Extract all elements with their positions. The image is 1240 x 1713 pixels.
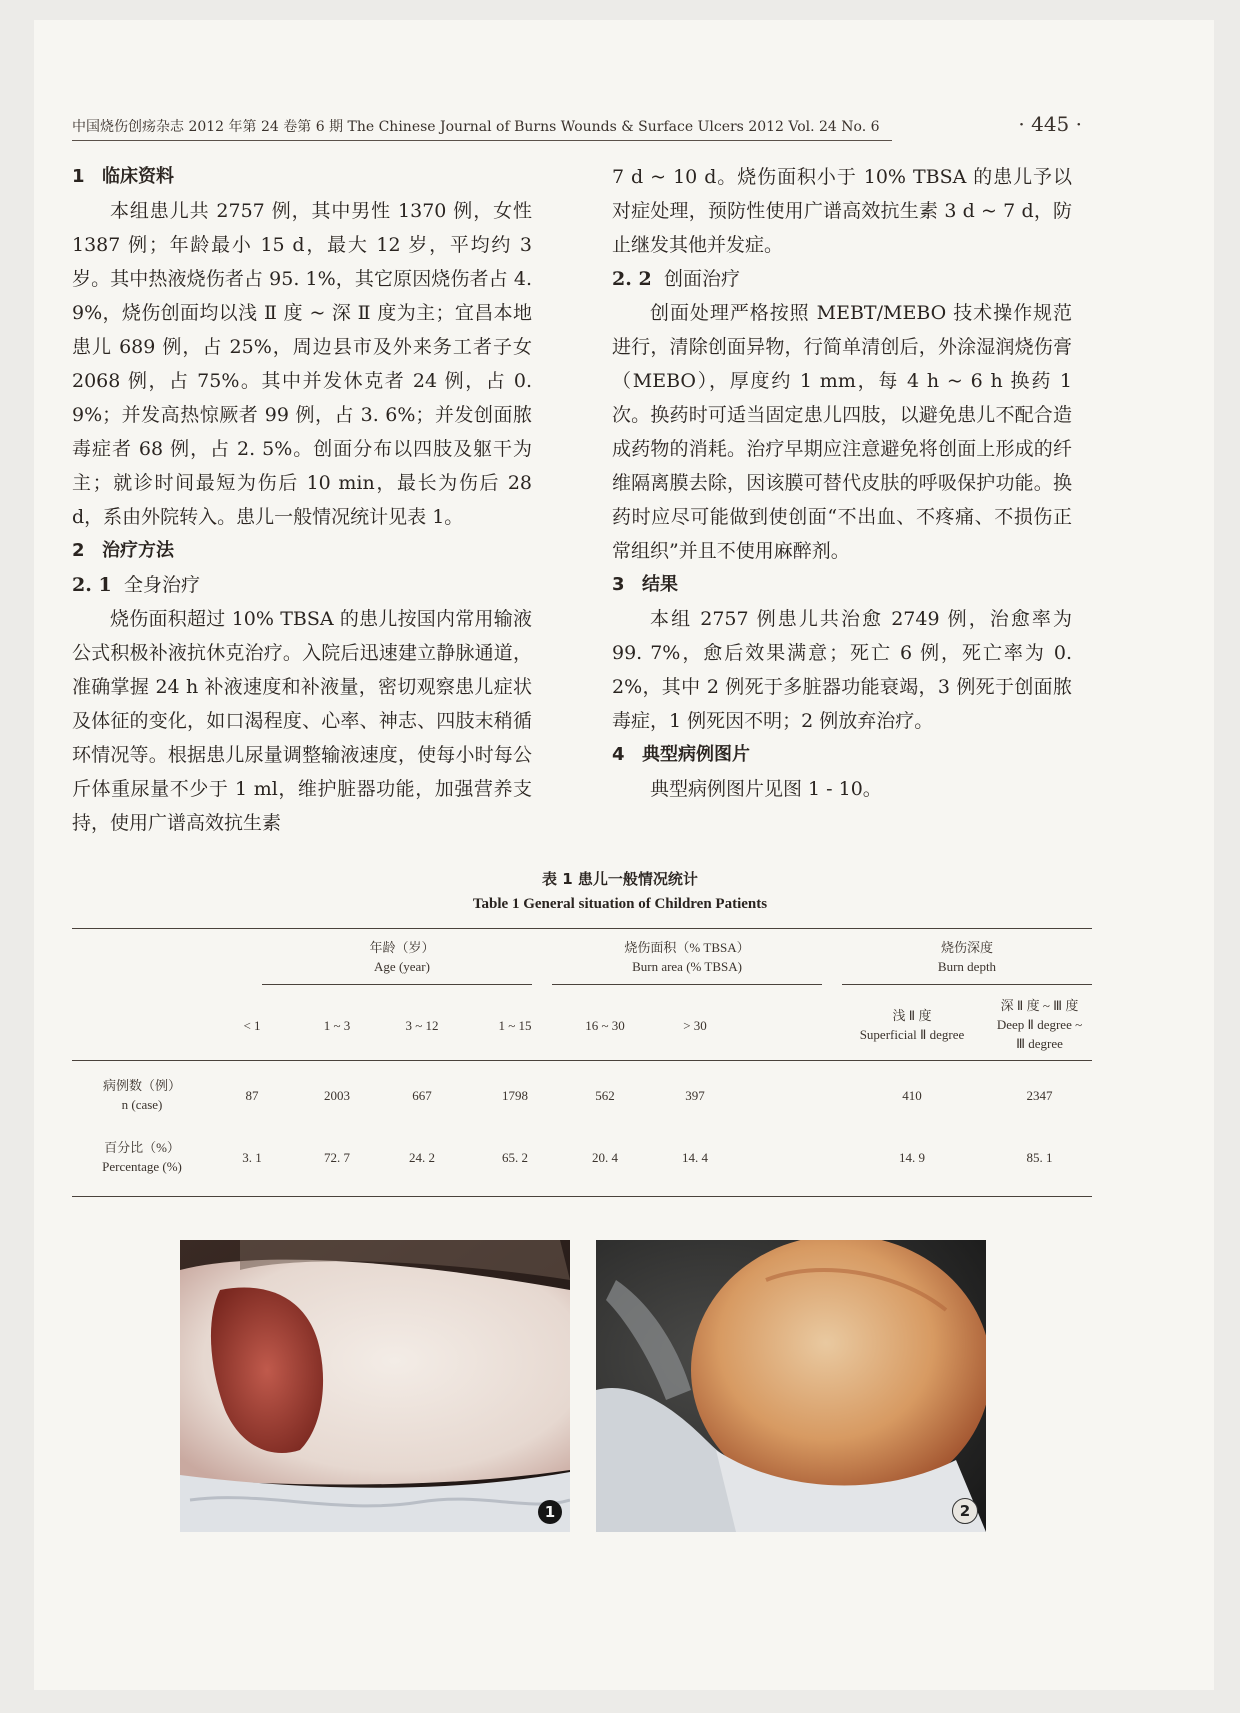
statistics-table	[72, 924, 1092, 1200]
table-cell: 24. 2	[409, 1150, 435, 1165]
table-bottom-rule	[72, 1196, 1092, 1197]
table-cell: 410	[902, 1088, 922, 1103]
section-3-heading	[612, 568, 1072, 602]
running-header	[72, 112, 1082, 142]
figure-2-photo	[596, 1240, 986, 1532]
section-title: 典型病例图片	[642, 744, 750, 765]
table-cell: 65. 2	[502, 1150, 528, 1165]
group-label-zh: 烧伤深度	[940, 940, 993, 955]
subsection-number: 2. 1	[72, 574, 112, 596]
section-number: 1	[72, 166, 85, 187]
row-label-zh: 病例数（例）	[102, 1078, 181, 1093]
paragraph: 7 d ~ 10 d。烧伤面积小于 10% TBSA 的患儿予以对症处理，预防性使用广谱高效抗生素 3 d ~ 7 d，防止继发其他并发症。	[612, 166, 1072, 256]
column-header-line: 浅 Ⅱ 度	[892, 1008, 932, 1023]
header-bottom-rule	[72, 1060, 1092, 1061]
section-title: 临床资料	[102, 166, 174, 187]
column-header: 1 ~ 3	[323, 1018, 351, 1033]
section-title: 治疗方法	[102, 540, 174, 561]
left-column	[72, 160, 532, 840]
column-header: 16 ~ 30	[585, 1018, 625, 1033]
table-cell: 14. 9	[899, 1150, 925, 1165]
group-header-burn-depth	[842, 938, 1092, 976]
subsection-2-2-heading	[612, 262, 1072, 296]
table-cell: 667	[412, 1088, 432, 1103]
subsection-title: 创面治疗	[664, 268, 741, 290]
column-header-line: Deep Ⅱ degree ~	[996, 1017, 1083, 1032]
table-cell: 72. 7	[324, 1150, 350, 1165]
subsection-title: 全身治疗	[124, 574, 201, 596]
row-label	[72, 1076, 212, 1114]
group-label-en: Burn depth	[937, 959, 997, 974]
row-label-en: Percentage (%)	[102, 1159, 182, 1174]
right-column	[612, 160, 1072, 806]
group-label-en: Burn area (% TBSA)	[632, 959, 742, 974]
table-cell: 2347	[1026, 1088, 1053, 1103]
table-cell: 562	[595, 1088, 615, 1103]
column-header: 3 ~ 12	[405, 1018, 439, 1033]
subsection-2-1-heading	[72, 568, 532, 602]
section-number: 2	[72, 540, 85, 561]
table-cell: 85. 1	[1026, 1150, 1053, 1165]
paragraph: 本组患儿共 2757 例，其中男性 1370 例，女性 1387 例；年龄最小 15 d，最大 12 岁，平均约 3 岁。其中热液烧伤者占 95. 1%，其它原因烧伤者占 4. 9%，烧伤创面均以浅 Ⅱ 度 ~ 深 Ⅱ 度为主；宜昌本地患儿 689 例，占 25%，周边县市及外来务工者子女 2068 例，占 75%。其中并发休克者 24 例，占 0. 9%；并发高热惊厥者 99 例，占 3. 6%；并发创面脓毒症者 68 例，占 2. 5%。创面分布以四肢及躯干为主；就诊时间最短为伤后 10 min，最长为伤后 28 d，系由外院转入。患儿一般情况统计见表 1。	[72, 200, 532, 528]
table-cell: 397	[685, 1088, 705, 1103]
column-header-deep	[982, 996, 1097, 1053]
paragraph: 本组 2757 例患儿共治愈 2749 例，治愈率为 99. 7%，愈后效果满意；死亡 6 例，死亡率为 0. 2%，其中 2 例死于多脏器功能衰竭，3 例死于创面脓毒症，1 例死因不明；2 例放弃治疗。	[612, 608, 1072, 732]
table-caption-en: Table 1 General situation of Children Patients	[472, 896, 768, 912]
paragraph: 创面处理严格按照 MEBT/MEBO 技术操作规范进行，清除创面异物，行简单清创后，外涂湿润烧伤膏（MEBO），厚度约 1 mm，每 4 h ~ 6 h 换药 1 次。换药时可适当固定患儿四肢，以避免患儿不配合造成药物的消耗。治疗早期应注意避免将创面上形成的纤维隔离膜去除，因该膜可替代皮肤的呼吸保护功能。换药时应尽可能做到使创面“不出血、不疼痛、不损伤正常组织”并且不使用麻醉剂。	[612, 302, 1072, 562]
figure-1-photo	[180, 1240, 570, 1532]
column-header-line: 深 Ⅱ 度 ~ Ⅲ 度	[1000, 998, 1079, 1013]
column-header-superficial	[832, 1006, 992, 1044]
section-2-heading	[72, 534, 532, 568]
group-header-age	[262, 938, 542, 976]
table-cell: 2003	[324, 1088, 350, 1103]
page-number: · 445 ·	[1018, 112, 1082, 136]
table-cell: 87	[245, 1088, 259, 1103]
table-cell: 1798	[502, 1088, 528, 1103]
column-header: < 1	[243, 1018, 261, 1033]
column-header-line: Superficial Ⅱ degree	[859, 1027, 965, 1042]
table-cell: 3. 1	[242, 1150, 262, 1165]
subsection-number: 2. 2	[612, 268, 652, 290]
running-head-text: 中国烧伤创疡杂志 2012 年第 24 卷第 6 期 The Chinese Journal of Burns Wounds & Surface Ulcers 2012 Vol. 24 No. 6	[72, 116, 892, 141]
column-header: 1 ~ 15	[498, 1018, 532, 1033]
group-header-burn-area	[547, 938, 827, 976]
table-top-rule	[72, 928, 1092, 929]
section-number: 3	[612, 574, 625, 595]
row-label-zh: 百分比（%）	[104, 1140, 180, 1155]
section-number: 4	[612, 744, 625, 765]
section-4-heading	[612, 738, 1072, 772]
column-header: > 30	[683, 1018, 707, 1033]
table-caption-zh: 表 1 患儿一般情况统计	[542, 870, 698, 888]
group-rule	[552, 984, 822, 985]
group-label-zh: 年龄（岁）	[369, 940, 435, 955]
table-cell: 20. 4	[592, 1150, 618, 1165]
paragraph: 烧伤面积超过 10% TBSA 的患儿按国内常用输液公式积极补液抗休克治疗。入院后迅速建立静脉通道，准确掌握 24 h 补液速度和补液量，密切观察患儿症状及体征的变化，如口渴程度、心率、神志、四肢末稍循环情况等。根据患儿尿量调整输液速度，使每小时每公斤体重尿量不少于 1 ml，维护脏器功能，加强营养支持，使用广谱高效抗生素	[72, 608, 532, 834]
section-title: 结果	[642, 574, 678, 595]
group-label-zh: 烧伤面积（% TBSA）	[624, 940, 750, 955]
paragraph: 典型病例图片见图 1 - 10。	[650, 778, 882, 800]
group-label-en: Age (year)	[374, 959, 430, 974]
table-cell: 14. 4	[682, 1150, 708, 1165]
row-label-en: n (case)	[121, 1097, 163, 1112]
figure-number-badge: 2	[952, 1498, 978, 1524]
column-header-line: Ⅲ degree	[1016, 1036, 1063, 1051]
section-1-heading	[72, 160, 532, 194]
burn-photo-image	[596, 1240, 986, 1532]
burn-photo-image	[180, 1240, 570, 1532]
group-rule	[842, 984, 1092, 985]
group-rule	[262, 984, 532, 985]
figure-number-badge: 1	[538, 1500, 562, 1524]
row-label	[72, 1138, 212, 1176]
